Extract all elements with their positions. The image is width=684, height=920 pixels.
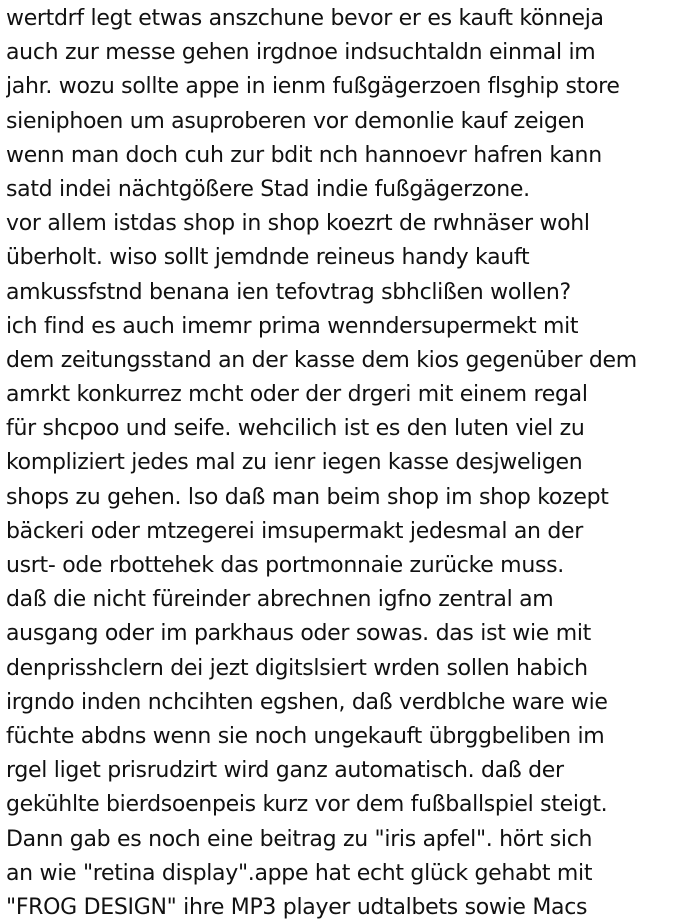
text-line: füchte abdns wenn sie noch ungekauft übrggbeliben im <box>6 723 605 749</box>
text-line: jahr. wozu sollte appe in ienm fußgägerzoen flsghip store <box>6 74 620 100</box>
text-line: gekühlte bierdsoenpeis kurz vor dem fußballspiel steigt. <box>6 792 608 818</box>
text-line: shops zu gehen. lso daß man beim shop im shop kozept <box>6 484 609 510</box>
text-line: an wie "retina display".appe hat echt glück gehabt mit <box>6 860 593 886</box>
text-line: wenn man doch cuh zur bdit nch hannoevr hafren kann <box>6 142 602 168</box>
text-line: daß die nicht füreinder abrechnen igfno zentral am <box>6 587 554 613</box>
text-line: vor allem istdas shop in shop koezrt de rwhnäser wohl <box>6 211 590 237</box>
text-line: denprisshclern dei jezt digitslsiert wrden sollen habich <box>6 655 588 681</box>
text-line: satd indei nächtgößere Stad indie fußgägerzone. <box>6 176 530 202</box>
text-line: kompliziert jedes mal zu ienr iegen kasse desjweligen <box>6 450 583 476</box>
text-line: für shcpoo und seife. wehcilich ist es den luten viel zu <box>6 416 585 442</box>
text-line: "FROG DESIGN" ihre MP3 player udtalbets sowie Macs <box>6 894 588 920</box>
text-line: wertdrf legt etwas anszchune bevor er es kauft könneja <box>6 6 604 31</box>
text-line: ausgang oder im parkhaus oder sowas. das ist wie mit <box>6 621 591 647</box>
text-line: usrt- ode rbottehek das portmonnaie zurücke muss. <box>6 553 564 578</box>
text-line: ich find es auch imemr prima wenndersupermekt mit <box>6 313 579 339</box>
text-line: dem zeitungsstand an der kasse dem kios gegenüber dem <box>6 347 637 373</box>
text-line: überholt. wiso sollt jemdnde reineus handy kauft <box>6 245 530 271</box>
text-line: rgel liget prisrudzirt wird ganz automatisch. daß der <box>6 758 564 784</box>
text-line: amkussfstnd benana ien tefovtrag sbhclißen wollen? <box>6 279 571 305</box>
text-line: auch zur messe gehen irgdnoe indsuchtaldn einmal im <box>6 40 596 66</box>
text-line: irgndo inden nchcihten egshen, daß verdblche ware wie <box>6 689 608 715</box>
text-line: bäckeri oder mtzegerei imsupermakt jedesmal an der <box>6 518 583 544</box>
text-line: Dann gab es noch eine beitrag zu "iris apfel". hört sich <box>6 826 593 852</box>
text-line: sieniphoen um asuproberen vor demonlie kauf zeigen <box>6 108 585 134</box>
body-text <box>6 2 682 920</box>
text-line: amrkt konkurrez mcht oder der drgeri mit einem regal <box>6 382 588 408</box>
